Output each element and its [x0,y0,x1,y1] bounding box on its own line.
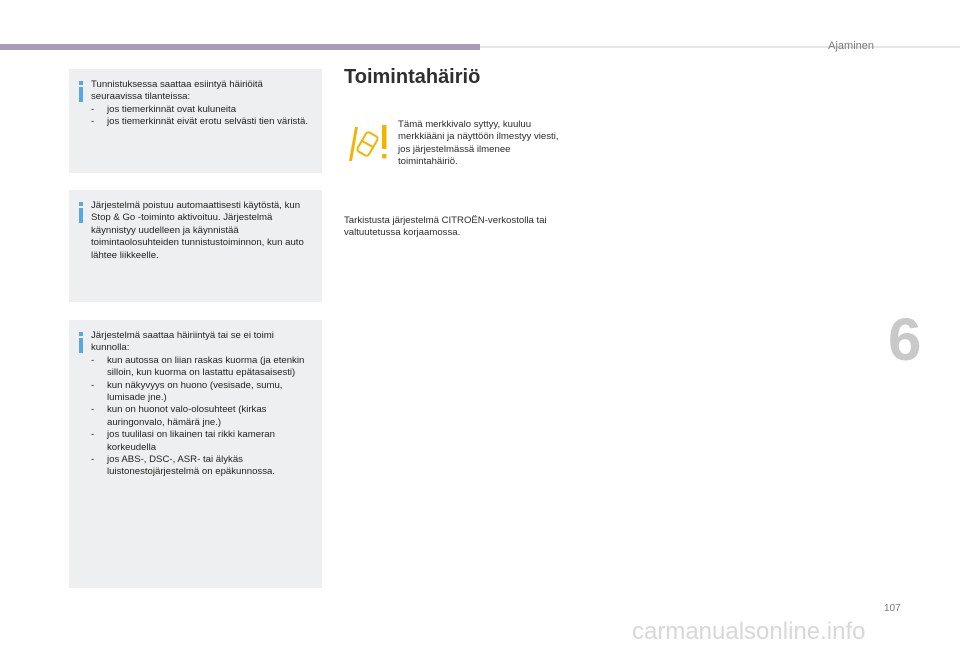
info-icon [76,81,86,103]
note-list [91,104,312,129]
info-note-detection [69,69,322,173]
warning-description: Tämä merkkivalo syttyy, kuuluu merkkiääni ja näyttöön ilmestyy viesti, jos järjestelmässä ilmenee toimintahäiriö. [398,119,559,168]
list-item: - kun näkyvyys on huono (vesisade, sumu, lumisade jne.) [91,380,312,405]
section-label: Ajaminen [828,40,874,52]
note-intro: Tunnistuksessa saattaa esiintyä häiriöitä seuraavissa tilanteissa: [91,79,263,103]
info-icon [76,202,86,224]
header-accent-bar [0,44,480,50]
list-item: - kun autossa on liian raskas kuorma (ja etenkin silloin, kun kuorma on lastattu epätasaisesti) [91,355,312,380]
info-note-limitations [69,320,322,588]
list-item: - kun on huonot valo-olosuhteet (kirkas auringonvalo, hämärä jne.) [91,404,312,429]
list-item: - jos tuulilasi on likainen tai rikki kameran korkeudella [91,429,312,454]
info-icon [76,332,86,354]
service-instruction: Tarkistusta järjestelmä CITROËN-verkostolla tai valtuutetussa korjaamossa. [344,215,547,239]
list-item: - jos ABS-, DSC-, ASR- tai älykäs luistonestojärjestelmä on epäkunnossa. [91,454,312,479]
note-intro: Järjestelmä saattaa häiriintyä tai se ei toimi kunnolla: [91,330,274,354]
watermark: carmanualsonline.info [632,618,866,645]
note-text: Järjestelmä poistuu automaattisesti käytöstä, kun Stop & Go -toiminto aktivoituu. Järjestelmä käynnistyy uudelleen ja käynnistää toimintaolosuhteiden tunnistustoiminnon, kun auto lähtee liikkeelle. [91,200,304,261]
info-note-stop-go [69,190,322,302]
list-item: - jos tiemerkinnät eivät erotu selvästi tien väristä. [91,116,312,128]
note-list [91,355,312,479]
chapter-number: 6 [888,306,922,373]
header-rule [480,46,960,48]
lane-departure-warning-icon [346,121,394,163]
list-item: - jos tiemerkinnät ovat kuluneita [91,104,312,116]
page-number: 107 [884,603,901,614]
section-title: Toimintahäiriö [344,66,481,88]
